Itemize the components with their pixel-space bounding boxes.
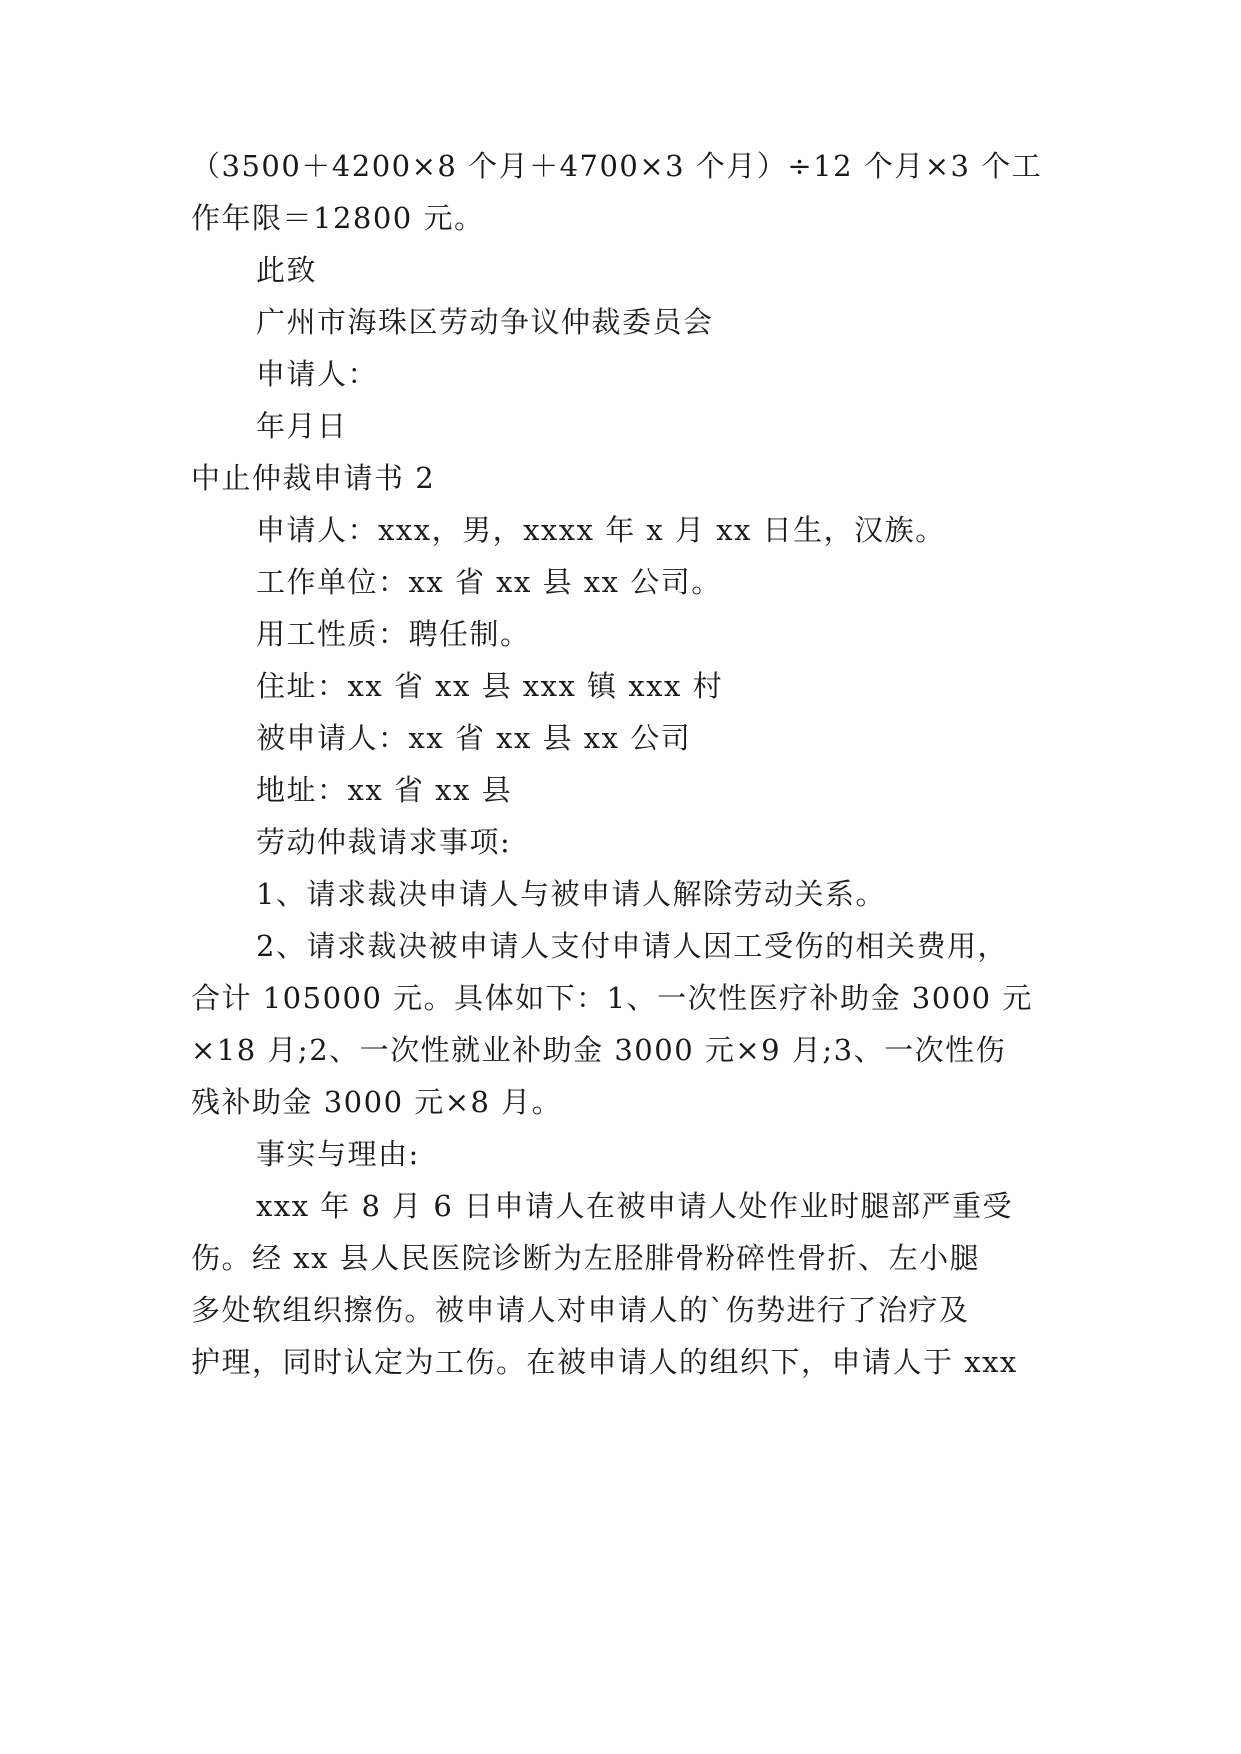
claim-item-2-line-3: ×18 月;2、一次性就业补助金 3000 元×9 月;3、一次性伤 (191, 1033, 1007, 1067)
facts-paragraph-line-2: 伤。经 xx 县人民医院诊断为左胫腓骨粉碎性骨折、左小腿 (191, 1241, 981, 1275)
calculation-line-1: （3500＋4200×8 个月＋4700×3 个月）÷12 个月×3 个工 (191, 149, 1043, 183)
salutation: 此致 (256, 253, 318, 287)
work-unit: 工作单位：xx 省 xx 县 xx 公司。 (256, 565, 722, 599)
claim-item-2-line-2: 合计 105000 元。具体如下：1、一次性医疗补助金 3000 元 (191, 981, 1033, 1015)
claim-item-2-line-4: 残补助金 3000 元×8 月。 (191, 1085, 563, 1119)
claims-heading: 劳动仲裁请求事项: (256, 825, 512, 859)
facts-paragraph-line-4: 护理，同时认定为工伤。在被申请人的组织下，申请人于 xxx (191, 1345, 1018, 1379)
claim-item-1: 1、请求裁决申请人与被申请人解除劳动关系。 (256, 877, 886, 911)
respondent-address: 地址：xx 省 xx 县 (256, 773, 513, 807)
applicant-address: 住址：xx 省 xx 县 xxx 镇 xxx 村 (256, 669, 724, 703)
document-title: 中止仲裁申请书 2 (191, 461, 436, 495)
facts-paragraph-line-1: xxx 年 8 月 6 日申请人在被申请人处作业时腿部严重受 (256, 1189, 1014, 1223)
applicant-signature-label: 申请人： (256, 357, 379, 391)
claim-item-2-line-1: 2、请求裁决被申请人支付申请人因工受伤的相关费用， (256, 929, 1008, 963)
facts-paragraph-line-3: 多处软组织擦伤。被申请人对申请人的`伤势进行了治疗及 (191, 1293, 970, 1327)
date-label: 年月日 (256, 409, 348, 443)
employment-type: 用工性质：聘任制。 (256, 617, 531, 651)
calculation-line-2: 作年限＝12800 元。 (191, 201, 485, 235)
applicant-info: 申请人：xxx，男，xxxx 年 x 月 xx 日生，汉族。 (256, 513, 946, 547)
respondent-info: 被申请人：xx 省 xx 县 xx 公司 (256, 721, 692, 755)
addressee: 广州市海珠区劳动争议仲裁委员会 (256, 305, 714, 339)
facts-heading: 事实与理由: (256, 1137, 420, 1171)
